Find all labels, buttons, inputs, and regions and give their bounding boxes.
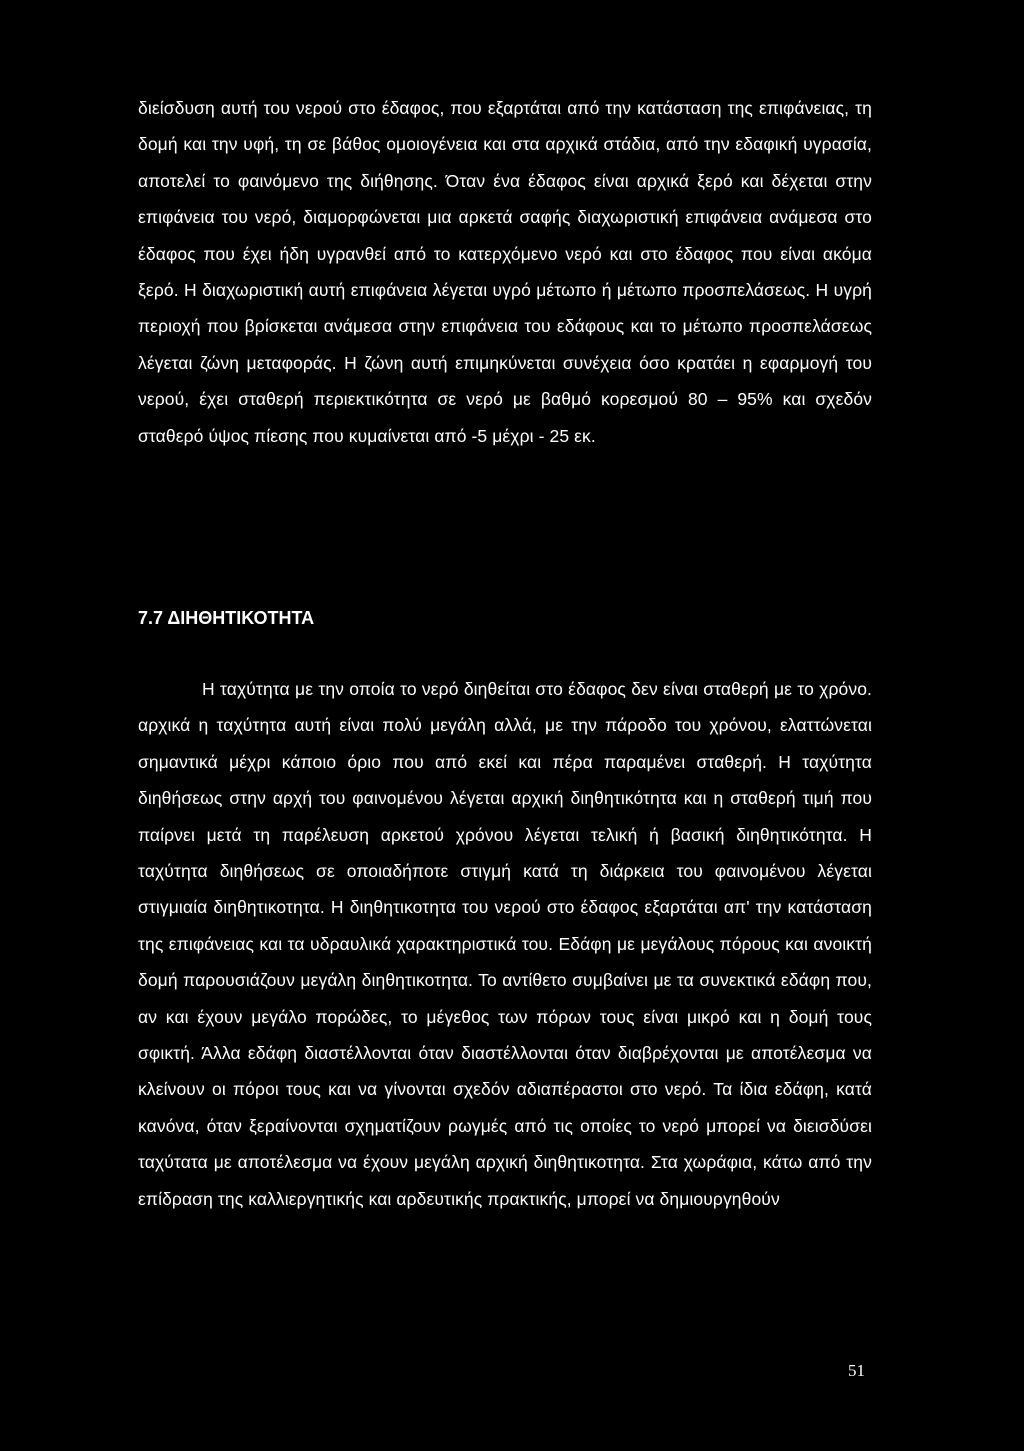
body-paragraph-infiltration-rate: Η ταχύτητα με την οποία το νερό διηθείται στο έδαφος δεν είναι σταθερή με το χρόνο. αρχικά η ταχύτητα αυτή είναι πολύ μεγάλη αλλά, με την πάροδο του χρόνου, ελαττώνεται σημαντικά μέχρι κάποιο όριο που από εκεί και πέρα παραμένει σταθερή. Η ταχύτητα διηθήσεως στην αρχή του φαινομένου λέγεται αρχική διηθητικότητα και η σταθερή τιμή που παίρνει μετά τη παρέλευση αρκετού χρόνου λέγεται τελική ή βασική διηθητικότητα. Η ταχύτητα διηθήσεως σε οποιαδήποτε στιγμή κατά τη διάρκεια του φαινομένου λέγεται στιγμιαία διηθητικοτητα. Η διηθητικοτητα του νερού στο έδαφος εξαρτάται απ' την κατάσταση της επιφάνειας και τα υδραυλικά χαρακτηριστικά του. Εδάφη με μεγάλους πόρους και ανοικτή δομή παρουσιάζουν μεγάλη διηθητικοτητα. Το αντίθετο συμβαίνει με τα συνεκτικά εδάφη που, αν και έχουν μεγάλο πορώδες, το μέγεθος των πόρων τους είναι μικρό και η δομή τους σφικτή. Άλλα εδάφη διαστέλλονται όταν διαστέλλονται όταν διαβρέχονται με αποτέλεσμα να κλείνουν οι πόροι τους και να γίνονται σχεδόν αδιαπέραστοι στο νερό. Τα ίδια εδάφη, κατά κανόνα, όταν ξεραίνονται σχηματίζουν ρωγμές από τις οποίες το νερό μπορεί να διεισδύσει ταχύτατα με αποτέλεσμα να έχουν μεγάλη αρχική διηθητικοτητα. Στα χωράφια, κάτω από την επίδραση της καλλιεργητικής και αρδευτικής πρακτικής, μπορεί να δημιουργηθούν [138, 679, 872, 1209]
body-paragraph-infiltration: διείσδυση αυτή του νερού στο έδαφος, που εξαρτάται από την κατάσταση της επιφάνειας, τη δομή και την υφή, τη σε βάθος ομοιογένεια και στα αρχικά στάδια, από την εδαφική υγρασία, αποτελεί το φαινόμενο της διήθησης. Όταν ένα έδαφος είναι αρχικά ξερό και δέχεται στην επιφάνεια του νερό, διαμορφώνεται μια αρκετά σαφής διαχωριστική επιφάνεια ανάμεσα στο έδαφος που έχει ήδη υγρανθεί από το κατερχόμενο νερό και στο έδαφος που είναι ακόμα ξερό. Η διαχωριστική αυτή επιφάνεια λέγεται υγρό μέτωπο ή μέτωπο προσπελάσεως. Η υγρή περιοχή που βρίσκεται ανάμεσα στην επιφάνεια του εδάφους και το μέτωπο προσπελάσεως λέγεται ζώνη μεταφοράς. Η ζώνη αυτή επιμηκύνεται συνέχεια όσο κρατάει η εφαρμογή του νερού, έχει σταθερή περιεκτικότητα σε νερό με βαθμό κορεσμού 80 – 95% και σχεδόν σταθερό ύψος πίεσης που κυμαίνεται από -5 μέχρι - 25 εκ. [138, 98, 872, 446]
page-number: 51 [848, 1361, 865, 1380]
section-heading: 7.7 ΔΙΗΘΗΤΙΚΟΤΗΤΑ [138, 608, 315, 628]
